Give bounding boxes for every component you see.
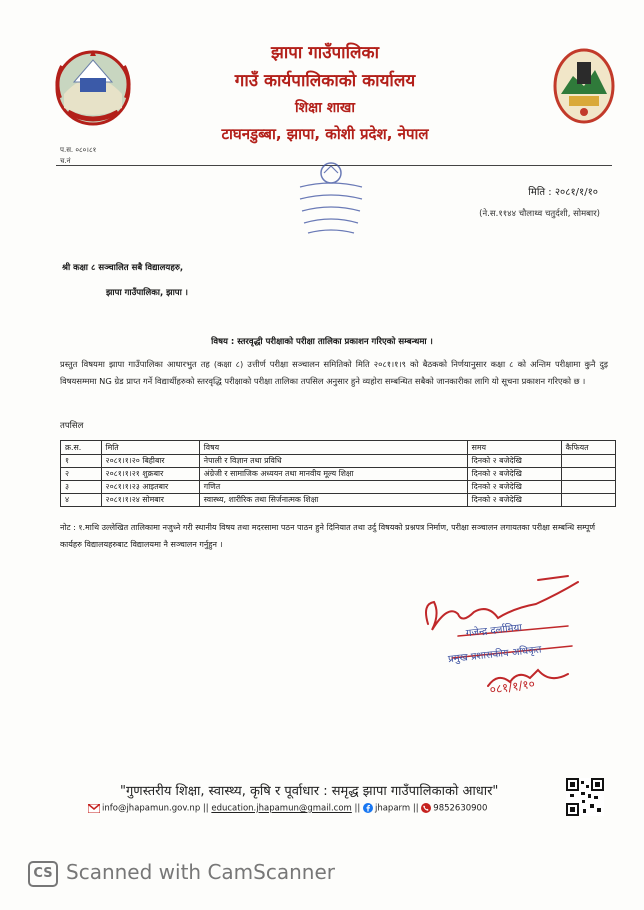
table-row xyxy=(61,455,616,468)
addressee-line-2: झापा गाउँपालिका, झापा । xyxy=(106,288,189,298)
cell-date: २०८१।१।२० बिहीबार xyxy=(101,455,199,468)
exam-schedule-table xyxy=(60,440,616,507)
chalani-number: च.नं xyxy=(60,157,71,165)
cell-remarks xyxy=(561,481,615,494)
watermark-text: Scanned with CamScanner xyxy=(66,860,335,884)
addressee-line-1: श्री कक्षा ८ सञ्चालित सबै विद्यालयहरु, xyxy=(62,263,184,273)
cell-serial: १ xyxy=(61,455,102,468)
education-email[interactable]: education.jhapamun@gmail.com xyxy=(211,803,352,814)
cell-subject: अंग्रेजी र सामाजिक अध्ययन तथा मानवीय मूल्य शिक्षा xyxy=(199,468,467,481)
cell-time: दिनको २ बजेदेखि xyxy=(467,494,561,507)
separator: || xyxy=(202,803,209,814)
nepal-sambat-date: (ने.स.११४४ चौलाथ्व चतुर्दशी, सोमबार) xyxy=(479,209,600,219)
camscanner-logo-icon: CS xyxy=(28,861,58,887)
signature-date: ०८१/१/१० xyxy=(488,676,536,697)
cell-time: दिनको २ बजेदेखि xyxy=(467,468,561,481)
col-header-time: समय xyxy=(467,441,561,455)
col-header-remarks: कैफियत xyxy=(561,441,615,455)
office-stamp-seal xyxy=(294,157,368,237)
cell-date: २०८१।१।२४ सोमबार xyxy=(101,494,199,507)
letter-subject: विषय : स्तरवृद्धी परीक्षाको परीक्षा तालिका प्रकाशन गरिएको सम्बन्धमा । xyxy=(211,337,433,347)
table-row xyxy=(61,494,616,507)
cell-remarks xyxy=(561,455,615,468)
facebook-icon xyxy=(363,803,373,813)
col-header-date: मिति xyxy=(101,441,199,455)
footer-slogan: "गुणस्तरीय शिक्षा, स्वास्थ्य, कृषि र पूर्वाधार : समृद्ध झापा गाउँपालिकाको आधार" xyxy=(120,784,499,799)
col-header-subject: विषय xyxy=(199,441,467,455)
jhapa-rural-municipality-logo xyxy=(553,46,615,124)
cell-subject: स्वास्थ्य, शारीरिक तथा सिर्जनात्मक शिक्षा xyxy=(199,494,467,507)
cell-subject: गणित xyxy=(199,481,467,494)
separator: || xyxy=(354,803,361,814)
cell-date: २०८१।१।२३ आइतबार xyxy=(101,481,199,494)
signatory-name: गजेन्द्र दर्लामिया xyxy=(465,622,523,640)
footer-contact-line xyxy=(88,803,487,814)
letter-body: प्रस्तुत विषयमा झापा गाउँपालिका आधारभुत तह (कक्षा ८) उत्तीर्ण परीक्षा सञ्चालन समितिको मिति २०८१।१।९ को बैठकको निर्णयानुसार कक्षा ८ को अन्तिम परीक्षामा कुनै दुइ विषयसम्ममा NG ग्रेड प्राप्त गर्ने विद्यार्थीहरुको स्तरवृद्धि परीक्षाको परीक्षा तालिका तपसिल अनुसार हुने व्यहोरा सम्बन्धित सबैको जानकारीका लागि यो सूचना प्रकाशन गरिएको छ । xyxy=(60,359,608,386)
col-header-serial: क्र.स. xyxy=(61,441,102,455)
cell-remarks xyxy=(561,494,615,507)
nepal-government-emblem-logo xyxy=(50,42,136,128)
cell-serial: ४ xyxy=(61,494,102,507)
cell-remarks xyxy=(561,468,615,481)
cell-serial: २ xyxy=(61,468,102,481)
table-header-row xyxy=(61,441,616,455)
letter-note: नोट : १.माथि उल्लेखित तालिकामा नजुध्ने गरी स्थानीय विषय तथा मदरसामा पठन पाठन हुने दिनियात तथा उर्दु विषयको प्रश्नपत्र निर्माण, परीक्षा सञ्चालन लगायतका परीक्षा सम्बन्धि सम्पूर्ण कार्यहरु विद्यालयहरुबाट विद्यालयमा नै सञ्चालन गर्नुहुन । xyxy=(60,523,596,549)
separator: || xyxy=(412,803,419,814)
qr-code-icon xyxy=(566,778,604,816)
table-row xyxy=(61,468,616,481)
table-row xyxy=(61,481,616,494)
phone-number[interactable]: 9852630900 xyxy=(433,803,488,814)
email-address[interactable]: info@jhapamun.gov.np xyxy=(102,803,201,814)
phone-icon xyxy=(421,803,431,813)
schedule-heading: तपसिल xyxy=(60,421,84,431)
cell-serial: ३ xyxy=(61,481,102,494)
gmail-icon xyxy=(88,804,100,813)
section-name: शिक्षा शाखा xyxy=(295,100,355,116)
camscanner-watermark xyxy=(28,860,335,887)
office-name: गाउँ कार्यपालिकाको कार्यालय xyxy=(234,71,416,91)
signatory-title: प्रमुख प्रशासकीय अधिकृत xyxy=(447,644,543,666)
patra-sankhya: प.स. ०८०।८१ xyxy=(60,146,97,154)
office-address: टाघनडुब्बा, झापा, कोशी प्रदेश, नेपाल xyxy=(221,125,429,143)
cell-time: दिनको २ बजेदेखि xyxy=(467,481,561,494)
handwritten-signature xyxy=(418,574,598,704)
cell-time: दिनको २ बजेदेखि xyxy=(467,455,561,468)
letter-date: मिति : २०८१/१/१० xyxy=(528,187,598,198)
cell-date: २०८१।१।२१ शुक्रबार xyxy=(101,468,199,481)
cell-subject: नेपाली र विज्ञान तथा प्रविधि xyxy=(199,455,467,468)
municipality-name: झापा गाउँपालिका xyxy=(271,43,379,63)
facebook-handle[interactable]: jhaparm xyxy=(374,803,411,814)
